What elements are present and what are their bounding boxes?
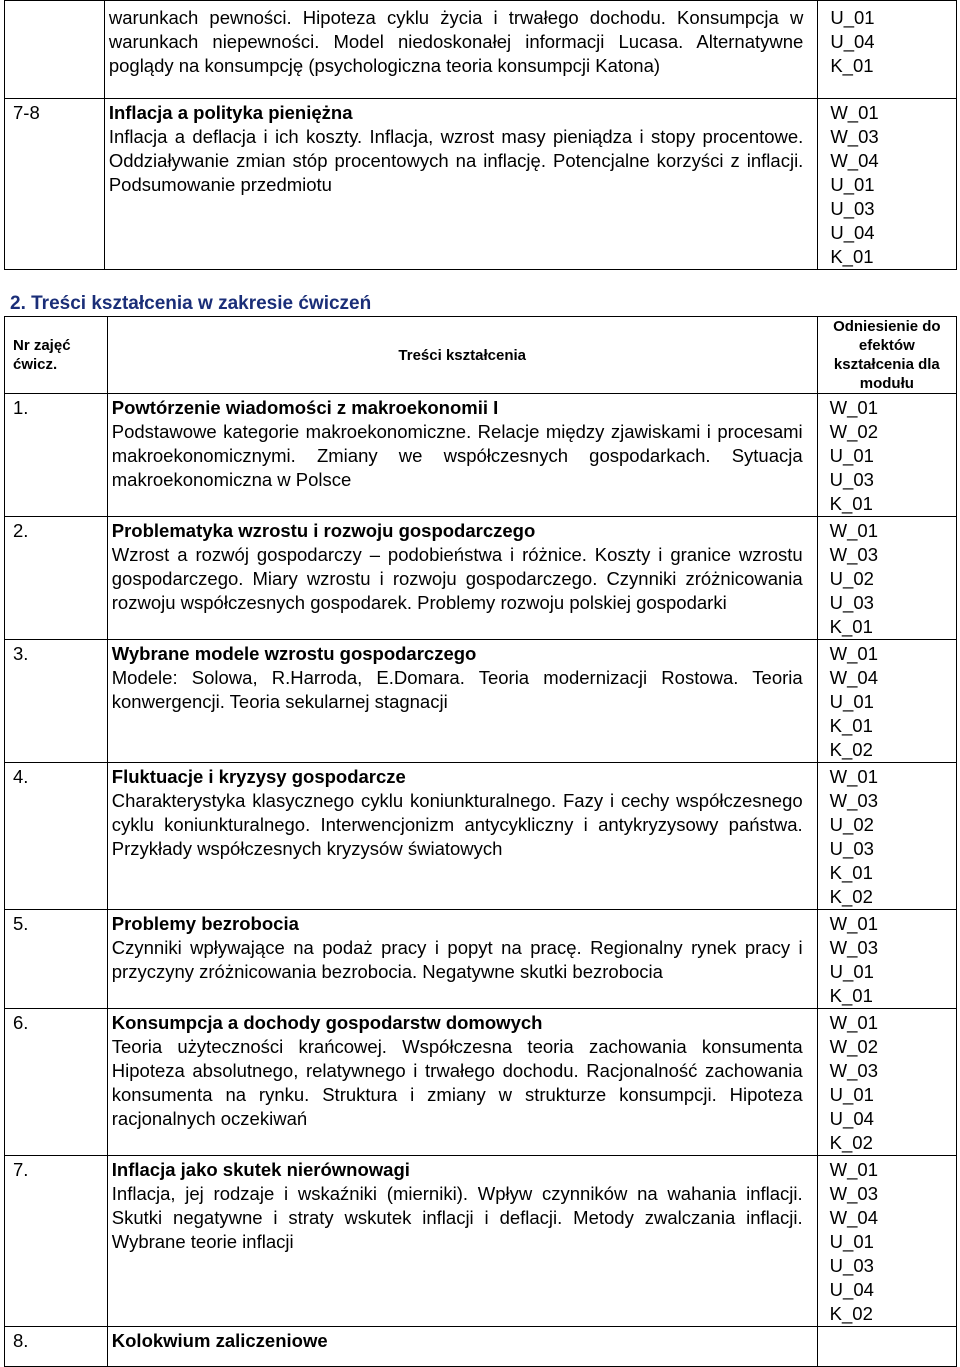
- ref-code: U_04: [829, 1279, 874, 1300]
- lecture-text: Inflacja a deflacja i ich koszty. Inflacja, wzrost masy pieniądza i stopy procentowe. Oddziaływanie zmian stóp procentowych na inflację. Potencjalne korzyści z inflacji. Podsumowanie przedmiotu: [108, 126, 804, 195]
- row-number: 5.: [13, 913, 29, 934]
- lecture-refs-cell: [818, 99, 957, 270]
- row-nr-cell: [5, 640, 108, 763]
- header-nr-label: Nr zajęć ćwicz.: [13, 337, 71, 373]
- ref-code: W_01: [830, 102, 879, 123]
- header-content: [107, 317, 817, 394]
- row-title: Powtórzenie wiadomości z makroekonomii I: [111, 397, 499, 418]
- row-text: Czynniki wpływające na podaż pracy i popyt na pracę. Regionalny rynek pracy i przyczyny zróżnicowania bezrobocia. Negatywne skutki bezrobocia: [111, 937, 803, 982]
- lecture-number: 7-8: [13, 102, 40, 123]
- ref-code: U_03: [829, 838, 874, 859]
- row-text: Modele: Solowa, R.Harroda, E.Domara. Teoria modernizacji Rostowa. Teoria konwergencji. Teoria sekularnej stagnacji: [111, 667, 803, 712]
- row-title: Kolokwium zaliczeniowe: [111, 1330, 328, 1351]
- row-text: Wzrost a rozwój gospodarczy – podobieństwa i różnice. Koszty i granice wzrostu gospodarczego. Miary wzrostu i rozwoju gospodarczego. Czynniki zróżnicowania rozwoju współczesnych gospodarek. Problemy rozwoju polskiej gospodarki: [111, 544, 803, 613]
- row-refs-cell: [817, 763, 956, 910]
- row-nr-cell: [5, 1156, 108, 1327]
- table-row: [5, 1327, 957, 1367]
- row-number: 1.: [13, 397, 29, 418]
- row-nr-cell: [5, 1009, 108, 1156]
- ref-code: W_04: [829, 1207, 878, 1228]
- ref-code: W_01: [829, 1159, 878, 1180]
- ref-code: U_02: [829, 814, 874, 835]
- table-row: [5, 763, 957, 910]
- row-title: Inflacja jako skutek nierównowagi: [111, 1159, 410, 1180]
- row-number: 6.: [13, 1012, 29, 1033]
- ref-code: W_01: [829, 520, 878, 541]
- ref-code: U_03: [829, 592, 874, 613]
- ref-code: K_01: [829, 862, 873, 883]
- ref-code: W_02: [829, 421, 878, 442]
- ref-code: K_01: [830, 246, 874, 267]
- row-title: Wybrane modele wzrostu gospodarczego: [111, 643, 477, 664]
- ref-code: U_04: [830, 31, 875, 52]
- ref-code: K_02: [829, 1303, 873, 1324]
- ref-code: K_01: [829, 985, 873, 1006]
- ref-code: K_01: [829, 616, 873, 637]
- ref-code: K_01: [829, 493, 873, 514]
- table-row: [5, 517, 957, 640]
- ref-code: U_03: [829, 1255, 874, 1276]
- row-number: 7.: [13, 1159, 29, 1180]
- ref-code: W_03: [829, 544, 878, 565]
- row-number: 2.: [13, 520, 29, 541]
- ref-code: W_02: [829, 1036, 878, 1057]
- row-title: Problematyka wzrostu i rozwoju gospodarczego: [111, 520, 536, 541]
- ref-code: W_01: [829, 643, 878, 664]
- header-content-label: Treści kształcenia: [398, 346, 527, 364]
- table-row: [5, 1009, 957, 1156]
- ref-code: W_03: [830, 126, 879, 147]
- ref-code: U_01: [830, 174, 875, 195]
- ref-code: U_01: [829, 691, 874, 712]
- row-refs-cell: [817, 640, 956, 763]
- lecture-content-cell: [104, 99, 818, 270]
- ref-code: U_03: [829, 469, 874, 490]
- row-title: Problemy bezrobocia: [111, 913, 299, 934]
- row-number: 4.: [13, 766, 29, 787]
- ref-code: K_01: [829, 715, 873, 736]
- row-nr-cell: [5, 394, 108, 517]
- lecture-nr-cell: [5, 1, 105, 99]
- row-text: Charakterystyka klasycznego cyklu koniunkturalnego. Fazy i cechy współczesnego cyklu koniunkturalnego. Interwencjonizm antycykliczny i antykryzysowy państwa. Przykłady współczesnych kryzysów światowych: [111, 790, 803, 859]
- table-row: [5, 394, 957, 517]
- lecture-refs-cell: [818, 1, 957, 99]
- ref-code: K_01: [830, 55, 874, 76]
- row-nr-cell: [5, 1327, 108, 1367]
- header-refs: [817, 317, 956, 394]
- ref-code: W_03: [829, 1183, 878, 1204]
- row-title: Fluktuacje i kryzysy gospodarcze: [111, 766, 406, 787]
- ref-code: W_04: [829, 667, 878, 688]
- ref-code: U_02: [829, 568, 874, 589]
- row-content-cell: [107, 1009, 817, 1156]
- ref-code: W_01: [829, 913, 878, 934]
- lecture-text: warunkach pewności. Hipoteza cyklu życia i trwałego dochodu. Konsumpcja w warunkach niepewności. Model niedoskonałej informacji Lucasa. Alternatywne poglądy na konsumpcję (psychologiczna teoria konsumpcji Katona): [108, 7, 804, 76]
- row-number: 8.: [13, 1330, 29, 1351]
- ref-code: U_01: [830, 7, 875, 28]
- row-refs-cell: [817, 394, 956, 517]
- ref-code: K_02: [829, 1132, 873, 1153]
- row-text: Teoria użyteczności krańcowej. Współczesna teoria zachowania konsumenta Hipoteza absolutnego, relatywnego i trwałego dochodu. Racjonalność zachowania konsumenta na rynku. Struktura i zmiany w strukturze konsumpcji. Hipoteza racjonalnych oczekiwań: [111, 1036, 803, 1129]
- row-nr-cell: [5, 910, 108, 1009]
- row-refs-cell: [817, 1156, 956, 1327]
- header-refs-label: Odniesienie do efektów kształcenia dla modułu: [833, 318, 941, 392]
- ref-code: W_03: [829, 1060, 878, 1081]
- table-row: [5, 1156, 957, 1327]
- ref-code: W_01: [829, 1012, 878, 1033]
- row-title: Konsumpcja a dochody gospodarstw domowych: [111, 1012, 543, 1033]
- exercises-table: [4, 316, 957, 1367]
- section-heading: 2. Treści kształcenia w zakresie ćwiczeń: [10, 293, 372, 314]
- ref-code: U_04: [829, 1108, 874, 1129]
- ref-code: W_04: [830, 150, 879, 171]
- ref-code: U_01: [829, 1231, 874, 1252]
- lecture-title: Inflacja a polityka pieniężna: [108, 102, 353, 123]
- row-refs-cell: [817, 910, 956, 1009]
- row-text: Podstawowe kategorie makroekonomiczne. Relacje między zjawiskami i procesami makroekonomicznymi. Zmiany we współczesnych gospodarkach. Sytuacja makroekonomiczna w Polsce: [111, 421, 803, 490]
- row-content-cell: [107, 1327, 817, 1367]
- ref-code: U_01: [829, 961, 874, 982]
- row-content-cell: [107, 394, 817, 517]
- ref-code: U_01: [829, 1084, 874, 1105]
- ref-code: U_04: [830, 222, 875, 243]
- ref-code: U_03: [830, 198, 875, 219]
- row-nr-cell: [5, 763, 108, 910]
- lecture-nr-cell: [5, 99, 105, 270]
- table-row: [5, 910, 957, 1009]
- table-row: [5, 640, 957, 763]
- row-content-cell: [107, 517, 817, 640]
- row-content-cell: [107, 910, 817, 1009]
- row-refs-cell: [817, 1009, 956, 1156]
- header-nr: [5, 317, 108, 394]
- ref-code: W_01: [829, 766, 878, 787]
- ref-code: W_03: [829, 937, 878, 958]
- row-content-cell: [107, 640, 817, 763]
- lecture-content-cell: [104, 1, 818, 99]
- row-number: 3.: [13, 643, 29, 664]
- ref-code: W_03: [829, 790, 878, 811]
- ref-code: K_02: [829, 739, 873, 760]
- row-nr-cell: [5, 517, 108, 640]
- row-content-cell: [107, 763, 817, 910]
- row-refs-cell: [817, 1327, 956, 1367]
- ref-code: K_02: [829, 886, 873, 907]
- row-refs-cell: [817, 517, 956, 640]
- ref-code: W_01: [829, 397, 878, 418]
- ref-code: U_01: [829, 445, 874, 466]
- row-content-cell: [107, 1156, 817, 1327]
- row-text: Inflacja, jej rodzaje i wskaźniki (mierniki). Wpływ czynników na wahania inflacji. Skutki negatywne i straty wskutek inflacji i deflacji. Metody zwalczania inflacji. Wybrane teorie inflacji: [111, 1183, 803, 1252]
